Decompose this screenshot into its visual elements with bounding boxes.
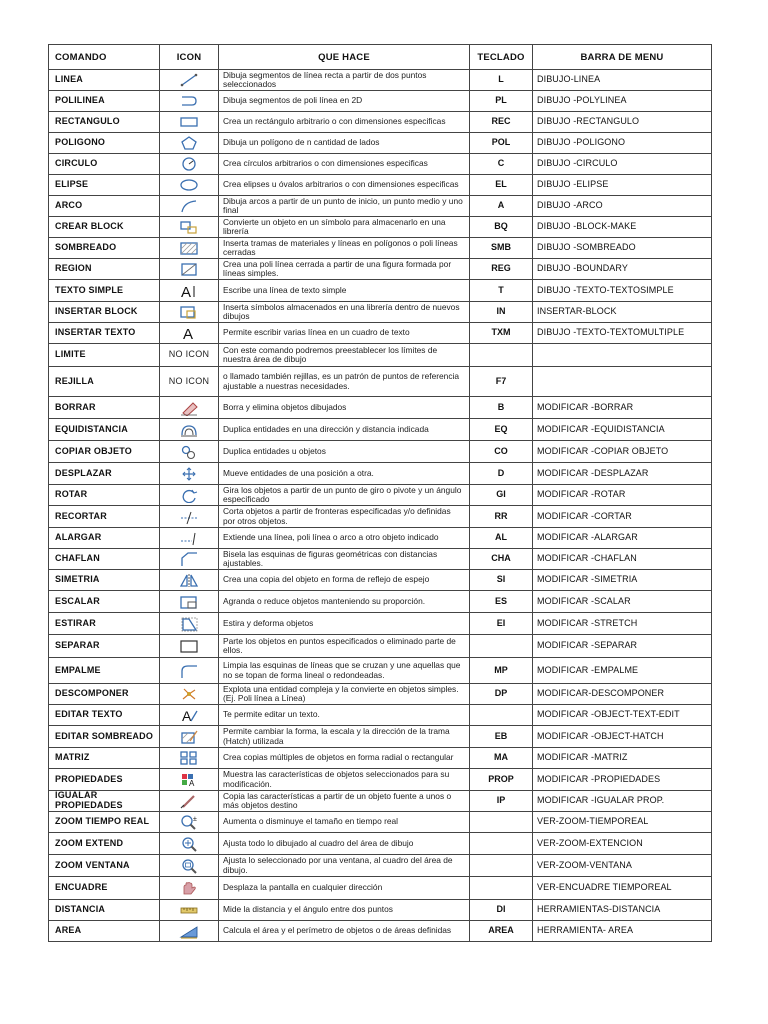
stretch-icon [178, 616, 200, 632]
command-name: POLIGONO [49, 133, 160, 154]
keyboard-shortcut: POL [470, 133, 533, 154]
header-icon: ICON [160, 45, 219, 70]
command-description: Dibuja arcos a partir de un punto de inicio, un punto medio y uno final [219, 196, 470, 217]
table-row-zoom-tiempo-real [49, 812, 712, 833]
command-description: Escribe una línea de texto simple [219, 280, 470, 302]
command-description: Extiende una línea, poli línea o arco a otro objeto indicado [219, 528, 470, 549]
copy-icon [178, 444, 200, 460]
command-description: Inserta símbolos almacenados en una librería dentro de nuevos dibujos [219, 302, 470, 323]
header-row [49, 45, 712, 70]
icon-cell [160, 217, 219, 238]
menu-path: DIBUJO -CIRCULO [533, 154, 712, 175]
command-description: Parte los objetos en puntos especificados o eliminado parte de ellos. [219, 635, 470, 658]
svg-text:A: A [183, 326, 194, 341]
command-name: EDITAR TEXTO [49, 705, 160, 726]
no-icon-label: NO ICON [168, 375, 210, 386]
command-description: o llamado también rejillas, es un patrón de puntos de referencia ajustable a nuestras necesidades. [219, 367, 470, 397]
table-row-insertar-block [49, 302, 712, 323]
menu-path: MODIFICAR -PROPIEDADES [533, 769, 712, 791]
menu-path: MODIFICAR -BORRAR [533, 397, 712, 419]
rectangle-icon [178, 114, 200, 130]
command-description: Crea una poli línea cerrada a partir de una figura formada por líneas simples. [219, 259, 470, 280]
menu-path: VER-ZOOM-VENTANA [533, 855, 712, 877]
command-name: DISTANCIA [49, 900, 160, 921]
command-description: Agranda o reduce objetos manteniendo su proporción. [219, 591, 470, 613]
keyboard-shortcut [470, 812, 533, 833]
command-description: Gira los objetos a partir de un punto de giro o pivote y un ángulo especificado [219, 485, 470, 506]
menu-path: DIBUJO -SOMBREADO [533, 238, 712, 259]
table-row-desplazar [49, 463, 712, 485]
icon-cell [160, 441, 219, 463]
icon-cell [160, 419, 219, 441]
command-name: LIMITE [49, 344, 160, 367]
keyboard-shortcut: REC [470, 112, 533, 133]
command-description: Bisela las esquinas de figuras geométricas con distancias ajustables. [219, 549, 470, 570]
icon-cell [160, 833, 219, 855]
line-icon [178, 72, 200, 88]
table-row-texto-simple [49, 280, 712, 302]
table-row-limite [49, 344, 712, 367]
pan-icon [178, 880, 200, 896]
table-row-chaflan [49, 549, 712, 570]
zoom-realtime-icon [178, 814, 200, 830]
keyboard-shortcut: IP [470, 791, 533, 812]
command-name: LINEA [49, 70, 160, 91]
keyboard-shortcut: EQ [470, 419, 533, 441]
icon-cell [160, 921, 219, 942]
menu-path: DIBUJO -TEXTO-TEXTOSIMPLE [533, 280, 712, 302]
erase-icon [178, 400, 200, 416]
command-description: Corta objetos a partir de fronteras especificadas y/o definidas por otros objetos. [219, 506, 470, 528]
header-barra-de-menu: BARRA DE MENU [533, 45, 712, 70]
table-row-linea [49, 70, 712, 91]
keyboard-shortcut: D [470, 463, 533, 485]
table-row-simetria [49, 570, 712, 591]
menu-path: MODIFICAR -SCALAR [533, 591, 712, 613]
table-row-matriz [49, 748, 712, 769]
menu-path: MODIFICAR -MATRIZ [533, 748, 712, 769]
keyboard-shortcut: EI [470, 613, 533, 635]
menu-path: VER-ENCUADRE TIEMPOREAL [533, 877, 712, 900]
menu-path: DIBUJO -BOUNDARY [533, 259, 712, 280]
command-description: Duplica entidades en una dirección y distancia indicada [219, 419, 470, 441]
polyline-icon [178, 93, 200, 109]
icon-cell [160, 238, 219, 259]
command-name: AREA [49, 921, 160, 942]
icon-cell [160, 877, 219, 900]
menu-path: MODIFICAR -COPIAR OBJETO [533, 441, 712, 463]
keyboard-shortcut [470, 344, 533, 367]
command-name: IGUALAR PROPIEDADES [49, 791, 160, 812]
icon-cell [160, 570, 219, 591]
svg-text:A: A [181, 283, 192, 299]
table-row-zoom-extend [49, 833, 712, 855]
table-row-escalar [49, 591, 712, 613]
table-row-area [49, 921, 712, 942]
menu-path [533, 367, 712, 397]
table-row-zoom-ventana [49, 855, 712, 877]
command-name: ELIPSE [49, 175, 160, 196]
table-row-equidistancia [49, 419, 712, 441]
command-name: ESTIRAR [49, 613, 160, 635]
polygon-icon [178, 135, 200, 151]
icon-cell [160, 302, 219, 323]
icon-cell [160, 367, 219, 397]
header-que-hace: QUE HACE [219, 45, 470, 70]
keyboard-shortcut: EB [470, 726, 533, 748]
icon-cell [160, 323, 219, 344]
table-row-propiedades [49, 769, 712, 791]
table-row-rotar [49, 485, 712, 506]
circle-icon [178, 156, 200, 172]
edit-hatch-icon [178, 729, 200, 745]
rotate-icon [178, 487, 200, 503]
keyboard-shortcut: SI [470, 570, 533, 591]
command-name: ZOOM TIEMPO REAL [49, 812, 160, 833]
icon-cell [160, 658, 219, 684]
command-description: Dibuja segmentos de línea recta a partir de dos puntos seleccionados [219, 70, 470, 91]
table-row-rejilla [49, 367, 712, 397]
table-row-arco [49, 196, 712, 217]
menu-path: HERRAMIENTAS-DISTANCIA [533, 900, 712, 921]
command-name: CIRCULO [49, 154, 160, 175]
icon-cell [160, 613, 219, 635]
command-description: Convierte un objeto en un símbolo para almacenarlo en una librería [219, 217, 470, 238]
zoom-window-icon [178, 858, 200, 874]
command-description: Crea elipses u óvalos arbitrarios o con dimensiones especificas [219, 175, 470, 196]
command-name: ESCALAR [49, 591, 160, 613]
command-description: Inserta tramas de materiales y líneas en polígonos o poli líneas cerradas [219, 238, 470, 259]
command-name: EMPALME [49, 658, 160, 684]
menu-path: DIBUJO -BLOCK-MAKE [533, 217, 712, 238]
menu-path: DIBUJO -POLIGONO [533, 133, 712, 154]
command-name: ROTAR [49, 485, 160, 506]
command-name: TEXTO SIMPLE [49, 280, 160, 302]
menu-path: VER-ZOOM-TIEMPOREAL [533, 812, 712, 833]
ellipse-icon [178, 177, 200, 193]
table-row-rectangulo [49, 112, 712, 133]
command-description: Dibuja segmentos de poli línea en 2D [219, 91, 470, 112]
commands-sheet [48, 44, 711, 942]
table-row-borrar [49, 397, 712, 419]
keyboard-shortcut: DI [470, 900, 533, 921]
icon-cell [160, 769, 219, 791]
menu-path: MODIFICAR -CORTAR [533, 506, 712, 528]
command-name: ARCO [49, 196, 160, 217]
command-description: Limpia las esquinas de líneas que se cruzan y une aquellas que no se topan de forma lineal o redondeadas. [219, 658, 470, 684]
command-description: Crea copias múltiples de objetos en forma radial o rectangular [219, 748, 470, 769]
icon-cell [160, 154, 219, 175]
keyboard-shortcut: F7 [470, 367, 533, 397]
table-row-estirar [49, 613, 712, 635]
table-row-editar-sombreado [49, 726, 712, 748]
command-description: Permite cambiar la forma, la escala y la dirección de la trama (Hatch) utilizada [219, 726, 470, 748]
svg-text:±: ± [193, 816, 197, 823]
command-description: Mueve entidades de una posición a otra. [219, 463, 470, 485]
command-description: Explota una entidad compleja y la convierte en objetos simples. (Ej. Poli línea a Línea) [219, 684, 470, 705]
keyboard-shortcut: B [470, 397, 533, 419]
menu-path: MODIFICAR -ALARGAR [533, 528, 712, 549]
keyboard-shortcut: T [470, 280, 533, 302]
fillet-icon [178, 663, 200, 679]
table-row-crear-block [49, 217, 712, 238]
command-name: SEPARAR [49, 635, 160, 658]
icon-cell [160, 549, 219, 570]
command-name: REJILLA [49, 367, 160, 397]
icon-cell [160, 397, 219, 419]
keyboard-shortcut: C [470, 154, 533, 175]
icon-cell [160, 705, 219, 726]
hatch-icon [178, 240, 200, 256]
keyboard-shortcut [470, 635, 533, 658]
command-name: PROPIEDADES [49, 769, 160, 791]
command-description: Muestra las características de objetos seleccionados para su modificación. [219, 769, 470, 791]
icon-cell [160, 900, 219, 921]
command-name: RECORTAR [49, 506, 160, 528]
command-description: Crea círculos arbitrarios o con dimensiones especificas [219, 154, 470, 175]
keyboard-shortcut: SMB [470, 238, 533, 259]
menu-path: MODIFICAR -EMPALME [533, 658, 712, 684]
icon-cell [160, 726, 219, 748]
keyboard-shortcut: CHA [470, 549, 533, 570]
command-name: EDITAR SOMBREADO [49, 726, 160, 748]
edit-text-icon [178, 707, 200, 723]
table-row-elipse [49, 175, 712, 196]
icon-cell [160, 70, 219, 91]
icon-cell [160, 133, 219, 154]
table-row-editar-texto [49, 705, 712, 726]
menu-path: MODIFICAR -STRETCH [533, 613, 712, 635]
icon-cell [160, 528, 219, 549]
icon-cell [160, 175, 219, 196]
command-description: Ajusta todo lo dibujado al cuadro del área de dibujo [219, 833, 470, 855]
area-icon [178, 923, 200, 939]
icon-cell [160, 591, 219, 613]
menu-path: MODIFICAR -IGUALAR PROP. [533, 791, 712, 812]
menu-path: MODIFICAR -SEPARAR [533, 635, 712, 658]
header-comando: COMANDO [49, 45, 160, 70]
break-icon [178, 638, 200, 654]
menu-path: MODIFICAR -SIMETRIA [533, 570, 712, 591]
keyboard-shortcut [470, 877, 533, 900]
keyboard-shortcut: DP [470, 684, 533, 705]
keyboard-shortcut: IN [470, 302, 533, 323]
keyboard-shortcut: PL [470, 91, 533, 112]
table-row-insertar-texto [49, 323, 712, 344]
table-row-sombreado [49, 238, 712, 259]
keyboard-shortcut: AREA [470, 921, 533, 942]
menu-path: DIBUJO -ELIPSE [533, 175, 712, 196]
table-row-empalme [49, 658, 712, 684]
command-name: DESCOMPONER [49, 684, 160, 705]
icon-cell [160, 112, 219, 133]
arc-icon [178, 198, 200, 214]
icon-cell [160, 791, 219, 812]
keyboard-shortcut: AL [470, 528, 533, 549]
keyboard-shortcut: EL [470, 175, 533, 196]
keyboard-shortcut: ES [470, 591, 533, 613]
menu-path: INSERTAR-BLOCK [533, 302, 712, 323]
command-description: Con este comando podremos preestablecer los límites de nuestra área de dibujo [219, 344, 470, 367]
menu-path: MODIFICAR -ROTAR [533, 485, 712, 506]
trim-icon [178, 509, 200, 525]
mirror-icon [178, 572, 200, 588]
region-icon [178, 261, 200, 277]
icon-cell [160, 344, 219, 367]
command-name: DESPLAZAR [49, 463, 160, 485]
command-name: SOMBREADO [49, 238, 160, 259]
command-description: Copia las características a partir de un objeto fuente a unos o más objetos destino [219, 791, 470, 812]
command-name: CHAFLAN [49, 549, 160, 570]
command-name: MATRIZ [49, 748, 160, 769]
table-row-igualar-propiedades [49, 791, 712, 812]
command-name: INSERTAR TEXTO [49, 323, 160, 344]
svg-text:A: A [182, 708, 192, 723]
command-description: Desplaza la pantalla en cualquier dirección [219, 877, 470, 900]
chamfer-icon [178, 551, 200, 567]
properties-icon [178, 772, 200, 788]
header-teclado: TECLADO [470, 45, 533, 70]
keyboard-shortcut: TXM [470, 323, 533, 344]
distance-icon [178, 902, 200, 918]
keyboard-shortcut: PROP [470, 769, 533, 791]
command-name: ALARGAR [49, 528, 160, 549]
scale-icon [178, 594, 200, 610]
move-icon [178, 466, 200, 482]
menu-path: MODIFICAR -EQUIDISTANCIA [533, 419, 712, 441]
table-row-poligono [49, 133, 712, 154]
icon-cell [160, 506, 219, 528]
table-row-recortar [49, 506, 712, 528]
command-description: Estira y deforma objetos [219, 613, 470, 635]
keyboard-shortcut: GI [470, 485, 533, 506]
command-description: Borra y elimina objetos dibujados [219, 397, 470, 419]
menu-path: MODIFICAR -DESPLAZAR [533, 463, 712, 485]
offset-icon [178, 422, 200, 438]
command-name: ENCUADRE [49, 877, 160, 900]
command-name: BORRAR [49, 397, 160, 419]
keyboard-shortcut [470, 855, 533, 877]
menu-path: HERRAMIENTA- AREA [533, 921, 712, 942]
keyboard-shortcut: L [470, 70, 533, 91]
multiline-text-icon [178, 325, 200, 341]
command-name: CREAR BLOCK [49, 217, 160, 238]
command-description: Calcula el área y el perímetro de objetos o de áreas definidas [219, 921, 470, 942]
icon-cell [160, 855, 219, 877]
command-description: Dibuja un polígono de n cantidad de lados [219, 133, 470, 154]
table-row-distancia [49, 900, 712, 921]
array-icon [178, 750, 200, 766]
icon-cell [160, 91, 219, 112]
insert-block-icon [178, 304, 200, 320]
single-text-icon [178, 283, 200, 299]
command-name: POLILINEA [49, 91, 160, 112]
keyboard-shortcut: MA [470, 748, 533, 769]
menu-path: MODIFICAR -CHAFLAN [533, 549, 712, 570]
table-row-descomponer [49, 684, 712, 705]
svg-text:A: A [189, 778, 195, 788]
command-description: Ajusta lo seleccionado por una ventana, al cuadro del área de dibujo. [219, 855, 470, 877]
commands-table [48, 44, 712, 942]
table-row-region [49, 259, 712, 280]
command-description: Permite escribir varias línea en un cuadro de texto [219, 323, 470, 344]
command-description: Te permite editar un texto. [219, 705, 470, 726]
zoom-extents-icon [178, 836, 200, 852]
icon-cell [160, 280, 219, 302]
command-description: Crea una copia del objeto en forma de reflejo de espejo [219, 570, 470, 591]
command-name: ZOOM VENTANA [49, 855, 160, 877]
command-description: Crea un rectángulo arbitrario o con dimensiones especificas [219, 112, 470, 133]
command-name: ZOOM EXTEND [49, 833, 160, 855]
table-row-copiar-objeto [49, 441, 712, 463]
icon-cell [160, 259, 219, 280]
menu-path: DIBUJO -ARCO [533, 196, 712, 217]
keyboard-shortcut: CO [470, 441, 533, 463]
icon-cell [160, 485, 219, 506]
menu-path: MODIFICAR -OBJECT-HATCH [533, 726, 712, 748]
keyboard-shortcut [470, 705, 533, 726]
match-properties-icon [178, 793, 200, 809]
command-name: RECTANGULO [49, 112, 160, 133]
command-name: EQUIDISTANCIA [49, 419, 160, 441]
command-name: COPIAR OBJETO [49, 441, 160, 463]
extend-icon [178, 530, 200, 546]
table-row-alargar [49, 528, 712, 549]
menu-path: DIBUJO -RECTANGULO [533, 112, 712, 133]
no-icon-label: NO ICON [168, 349, 210, 360]
keyboard-shortcut: A [470, 196, 533, 217]
command-name: REGION [49, 259, 160, 280]
keyboard-shortcut: MP [470, 658, 533, 684]
menu-path: VER-ZOOM-EXTENCION [533, 833, 712, 855]
icon-cell [160, 635, 219, 658]
table-row-separar [49, 635, 712, 658]
menu-path: DIBUJO -TEXTO-TEXTOMULTIPLE [533, 323, 712, 344]
icon-cell [160, 684, 219, 705]
table-row-circulo [49, 154, 712, 175]
keyboard-shortcut: BQ [470, 217, 533, 238]
menu-path: MODIFICAR -OBJECT-TEXT-EDIT [533, 705, 712, 726]
keyboard-shortcut: REG [470, 259, 533, 280]
command-name: INSERTAR BLOCK [49, 302, 160, 323]
command-description: Aumenta o disminuye el tamaño en tiempo real [219, 812, 470, 833]
create-block-icon [178, 219, 200, 235]
table-row-polilinea [49, 91, 712, 112]
menu-path: DIBUJO-LINEA [533, 70, 712, 91]
command-description: Mide la distancia y el ángulo entre dos puntos [219, 900, 470, 921]
menu-path: MODIFICAR-DESCOMPONER [533, 684, 712, 705]
command-description: Duplica entidades u objetos [219, 441, 470, 463]
icon-cell [160, 463, 219, 485]
explode-icon [178, 686, 200, 702]
keyboard-shortcut [470, 833, 533, 855]
icon-cell [160, 812, 219, 833]
menu-path [533, 344, 712, 367]
command-name: SIMETRIA [49, 570, 160, 591]
keyboard-shortcut: RR [470, 506, 533, 528]
icon-cell [160, 196, 219, 217]
menu-path: DIBUJO -POLYLINEA [533, 91, 712, 112]
icon-cell [160, 748, 219, 769]
table-row-encuadre [49, 877, 712, 900]
